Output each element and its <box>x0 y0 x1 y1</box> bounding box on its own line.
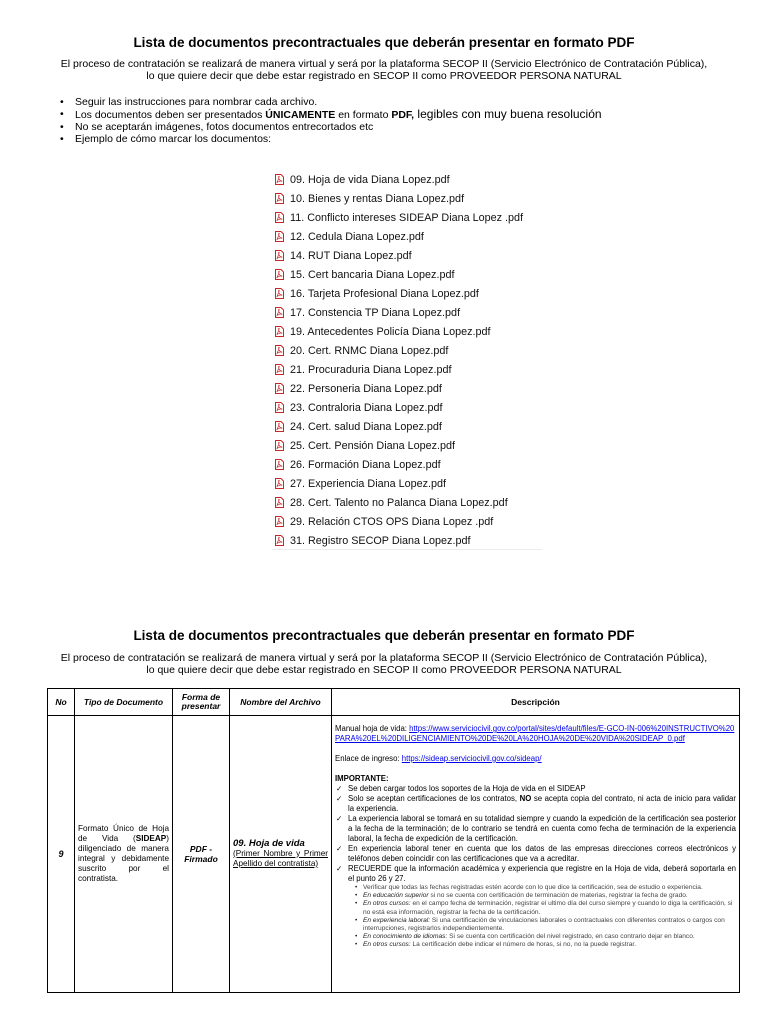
cell-nombre: 09. Hoja de vida (Primer Nombre y Primer Apellido del contratista) <box>230 716 332 993</box>
pdf-file-icon <box>275 231 284 242</box>
file-name: 22. Personeria Diana Lopez.pdf <box>290 382 442 395</box>
intro-line-1: El proceso de contratación se realizará de manera virtual y será por la plataforma SECOP II (Servicio Electrónico de Contratación Pública), <box>60 58 708 70</box>
file-name: 24. Cert. salud Diana Lopez.pdf <box>290 420 442 433</box>
check-item: ✓ En experiencia laboral tener en cuenta que los datos de las empresas direcciones correos electrónicos y teléfonos deben coincidir con las certificaciones que va a acreditar. <box>335 844 736 864</box>
manual-link[interactable]: https://www.serviciocivil.gov.co/portal/sites/default/files/E-GCO-IN-006%20INSTRUCTIVO%20PARA%20EL%20DILIGENCIAMIENTO%20DE%20LA%20HOJA%20DE%20VIDA%20SIDEAP_0.pdf <box>335 724 735 743</box>
pdf-file-item[interactable] <box>275 417 442 436</box>
importante-heading: IMPORTANTE: <box>335 774 389 783</box>
pdf-file-icon <box>275 345 284 356</box>
pdf-file-item[interactable] <box>275 303 460 322</box>
page-title: Lista de documentos precontractuales que deberán presentar en formato PDF <box>133 35 635 50</box>
table-header-row <box>48 689 740 716</box>
pdf-file-item[interactable] <box>275 512 493 531</box>
header-descripcion: Descripción <box>332 689 740 716</box>
file-name: 11. Conflicto intereses SIDEAP Diana Lopez .pdf <box>290 211 524 224</box>
file-name: 20. Cert. RNMC Diana Lopez.pdf <box>290 344 449 357</box>
pdf-file-item[interactable] <box>275 474 446 493</box>
pdf-file-item[interactable] <box>275 531 470 550</box>
pdf-file-icon <box>275 269 284 280</box>
pdf-file-item[interactable] <box>275 360 451 379</box>
cell-tipo: Formato Único de Hoja de Vida (SIDEAP) diligenciado de manera integral y debidamente suscrito por el contratista. <box>75 716 173 993</box>
pdf-file-icon <box>275 364 284 375</box>
file-name: 27. Experiencia Diana Lopez.pdf <box>290 477 447 490</box>
pdf-file-item[interactable] <box>275 455 441 474</box>
pdf-file-item[interactable] <box>275 189 464 208</box>
pdf-file-icon <box>275 402 284 413</box>
sub-item: • En otros cursos: La certificación debe indicar el número de horas, si no, no la puede registrar. <box>355 941 736 949</box>
pdf-file-icon <box>275 326 284 337</box>
intro-line-1: El proceso de contratación se realizará de manera virtual y será por la plataforma SECOP II (Servicio Electrónico de Contratación Pública), <box>60 652 708 664</box>
instruction-item: • Ejemplo de cómo marcar los documentos: <box>60 133 602 145</box>
pdf-file-item[interactable] <box>275 208 523 227</box>
file-name: 31. Registro SECOP Diana Lopez.pdf <box>290 534 471 547</box>
pdf-file-icon <box>275 193 284 204</box>
pdf-file-icon <box>275 440 284 451</box>
sub-item: • En educación superior si no se cuenta con certificación de terminación de materias, registrar la fecha de grado. <box>355 892 736 900</box>
header-nombre: Nombre del Archivo <box>230 689 332 716</box>
pdf-file-icon <box>275 250 284 261</box>
pdf-file-icon <box>275 174 284 185</box>
cell-forma: PDF - Firmado <box>173 716 230 993</box>
file-name: 23. Contraloria Diana Lopez.pdf <box>290 401 443 414</box>
file-name: 29. Relación CTOS OPS Diana Lopez .pdf <box>290 515 494 528</box>
cell-descripcion <box>332 716 740 993</box>
file-name: 19. Antecedentes Policía Diana Lopez.pdf <box>290 325 491 338</box>
file-name: 09. Hoja de vida Diana Lopez.pdf <box>290 173 450 186</box>
sub-item: • En conocimiento de idiomas: Si se cuenta con certificación del nivel registrado, en caso contrario dejar en blanco. <box>355 933 736 941</box>
sideap-link[interactable]: https://sideap.serviciocivil.gov.co/sideap/ <box>401 754 542 763</box>
file-name: 26. Formación Diana Lopez.pdf <box>290 458 441 471</box>
pdf-file-item[interactable] <box>275 246 412 265</box>
file-name: 28. Cert. Talento no Palanca Diana Lopez.pdf <box>290 496 508 509</box>
sub-item: • En experiencia laboral: Si una certificación de vinculaciones laborales o contractuales con diferentes contratos o cargos con interrupciones, registrarlos independientemente. <box>355 917 736 933</box>
check-item: ✓ La experiencia laboral se tomará en su totalidad siempre y cuando la expedición de la certificación sea posterior a la fecha de la terminación; de lo contrario se tendrá en cuenta como fecha de terminación de la experiencia laboral, la fecha de expedición de la certificación. <box>335 814 736 844</box>
sub-item: • En otros cursos: en el campo fecha de terminación, registrar el ultimo día del curso siempre y cuando lo diga la certificación, si no está esa información, registrar la fecha de la certificación. <box>355 900 736 916</box>
file-name: 10. Bienes y rentas Diana Lopez.pdf <box>290 192 465 205</box>
check-item: ✓ Solo se aceptan certificaciones de los contratos, NO se acepta copia del contrato, ni acta de inicio para validar la experiencia. <box>335 794 736 814</box>
pdf-file-item[interactable] <box>275 170 450 189</box>
instruction-item: • Los documentos deben ser presentados ÚNICAMENTE en formato PDF, legibles con muy buena resolución <box>60 108 602 121</box>
intro-line-2: lo que quiere decir que debe estar registrado en SECOP II como PROVEEDOR PERSONA NATURAL <box>146 70 622 82</box>
check-item: ✓ Se deben cargar todos los soportes de la Hoja de vida en el SIDEAP <box>335 784 736 794</box>
pdf-file-item[interactable] <box>275 398 442 417</box>
pdf-file-item[interactable] <box>275 493 508 512</box>
intro-line-2: lo que quiere decir que debe estar registrado en SECOP II como PROVEEDOR PERSONA NATURAL <box>146 664 622 676</box>
file-name: 21. Procuraduria Diana Lopez.pdf <box>290 363 452 376</box>
pdf-file-icon <box>275 421 284 432</box>
file-name: 15. Cert bancaria Diana Lopez.pdf <box>290 268 455 281</box>
table-row <box>48 716 740 993</box>
instruction-item: • No se aceptarán imágenes, fotos documentos entrecortados etc <box>60 121 602 133</box>
pdf-file-item[interactable] <box>275 227 424 246</box>
pdf-file-icon <box>275 459 284 470</box>
file-name: 17. Constencia TP Diana Lopez.pdf <box>290 306 461 319</box>
pdf-file-icon <box>275 516 284 527</box>
file-name: 12. Cedula Diana Lopez.pdf <box>290 230 424 243</box>
instructions-list <box>60 96 602 145</box>
login-link-line: Enlace de ingreso: https://sideap.serviciocivil.gov.co/sideap/ <box>335 754 542 763</box>
file-name: 25. Cert. Pensión Diana Lopez.pdf <box>290 439 456 452</box>
file-name: 14. RUT Diana Lopez.pdf <box>290 249 412 262</box>
pdf-file-item[interactable] <box>275 379 442 398</box>
pdf-file-icon <box>275 307 284 318</box>
pdf-file-icon <box>275 497 284 508</box>
header-no: No <box>48 689 75 716</box>
pdf-file-icon <box>275 288 284 299</box>
cell-no: 9 <box>48 716 75 993</box>
pdf-file-item[interactable] <box>275 436 455 455</box>
intro-text-2 <box>0 652 768 676</box>
pdf-file-item[interactable] <box>275 284 479 303</box>
intro-text <box>0 58 768 82</box>
pdf-file-icon <box>275 383 284 394</box>
section-title: Lista de documentos precontractuales que deberán presentar en formato PDF <box>133 628 635 643</box>
sub-item: • Verificar que todas las fechas registradas estén acorde con lo que dice la certificación, sea de estudio o experiencia. <box>355 884 736 892</box>
file-name: 16. Tarjeta Profesional Diana Lopez.pdf <box>290 287 479 300</box>
header-forma: Forma de presentar <box>173 689 230 716</box>
documents-table <box>47 688 740 993</box>
file-list-example <box>272 159 542 550</box>
sub-list <box>335 884 736 950</box>
check-item: ✓ RECUERDE que la información académica y experiencia que registre en la Hoja de vida, deberá soportarla en el punto 26 y 27. <box>335 864 736 884</box>
pdf-file-item[interactable] <box>275 341 448 360</box>
pdf-file-icon <box>275 478 284 489</box>
manual-link-line: Manual hoja de vida: https://www.serviciocivil.gov.co/portal/sites/default/files/E-GCO-IN-006%20INSTRUCTIVO%20PARA%20EL%20DILIGENCIAMIENTO%20DE%20LA%20HOJA%20DE%20VIDA%20SIDEAP_0.pdf <box>335 724 735 743</box>
pdf-file-item[interactable] <box>275 265 454 284</box>
pdf-file-icon <box>275 212 284 223</box>
pdf-file-icon <box>275 535 284 546</box>
instruction-item: • Seguir las instrucciones para nombrar cada archivo. <box>60 96 602 108</box>
header-tipo: Tipo de Documento <box>75 689 173 716</box>
checklist <box>335 784 736 884</box>
pdf-file-item[interactable] <box>275 322 491 341</box>
